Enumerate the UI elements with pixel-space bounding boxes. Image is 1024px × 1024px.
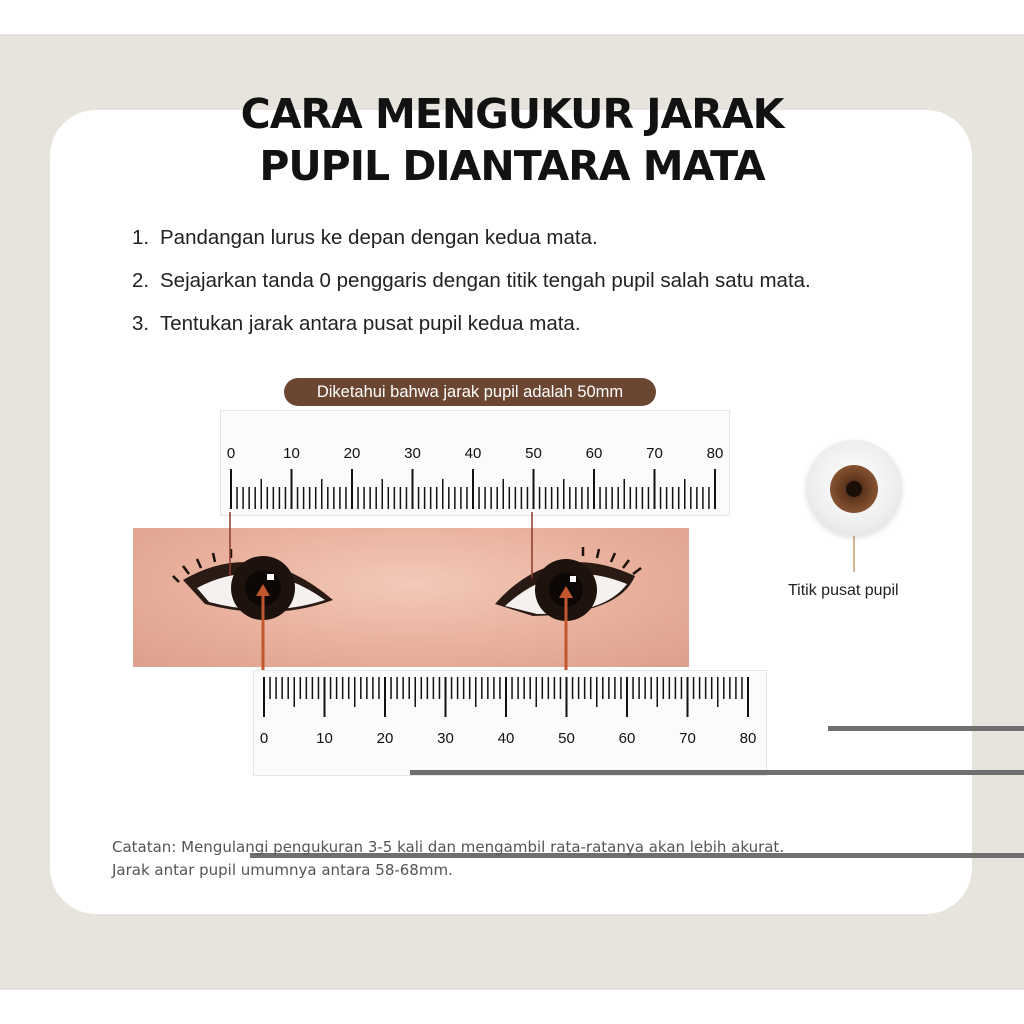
right-eye [495, 547, 641, 621]
step-number: 1. [132, 226, 150, 249]
ruler-label: 10 [283, 445, 300, 462]
ruler-label: 0 [226, 445, 236, 462]
ruler-label: 70 [646, 445, 663, 462]
step-text: Pandangan lurus ke depan dengan kedua mata. [160, 226, 598, 249]
ruler-label: 30 [404, 445, 421, 462]
step-item [132, 222, 811, 265]
eyes-illustration [133, 528, 689, 667]
page-title [0, 88, 1024, 192]
ruler-label: 50 [525, 445, 542, 462]
ruler-label: 40 [464, 445, 482, 462]
bottom-ruler-scale [254, 671, 766, 775]
pupil-center [846, 481, 862, 497]
step-item [132, 265, 811, 308]
bottom-ruler [253, 670, 767, 776]
ruler-label: 60 [585, 445, 603, 462]
ruler-label: 20 [343, 445, 361, 462]
ruler-label: 50 [558, 730, 575, 747]
top-ruler-scale [221, 411, 729, 515]
step-number: 2. [132, 269, 150, 292]
ruler-label: 0 [259, 730, 269, 747]
step-text: Tentukan jarak antara pusat pupil kedua mata. [160, 312, 581, 335]
footnote-line-1: Catatan: Mengulangi pengukuran 3-5 kali dan mengambil rata-ratanya akan lebih akurat. [112, 838, 785, 856]
step-text: Sejajarkan tanda 0 penggaris dengan titik tengah pupil salah satu mata. [160, 269, 811, 292]
ruler-label: 80 [739, 730, 757, 747]
gray-bar [410, 770, 1024, 775]
ruler-label: 80 [706, 445, 724, 462]
ruler-label: 10 [316, 730, 333, 747]
eyes-photo [133, 528, 689, 667]
left-eye [173, 549, 333, 620]
ruler-label: 30 [437, 730, 454, 747]
title-line-1: CARA MENGUKUR JARAK [240, 90, 784, 138]
ruler-label: 70 [679, 730, 696, 747]
ruler-label: 20 [376, 730, 394, 747]
eye-caption: Titik pusat pupil [788, 582, 899, 599]
pupil-distance-note: Diketahui bahwa jarak pupil adalah 50mm [284, 378, 656, 406]
step-item [132, 308, 811, 351]
gray-bar [828, 726, 1024, 731]
iris [830, 465, 878, 513]
top-ruler [220, 410, 730, 516]
ruler-label: 40 [497, 730, 515, 747]
footnote-line-2: Jarak antar pupil umumnya antara 58-68mm. [112, 861, 453, 879]
step-number: 3. [132, 312, 150, 335]
steps-list [132, 222, 811, 351]
title-line-2: PUPIL DIANTARA MATA [259, 142, 765, 190]
ruler-label: 60 [618, 730, 636, 747]
footnote [112, 836, 972, 882]
eye-icon [806, 440, 902, 536]
